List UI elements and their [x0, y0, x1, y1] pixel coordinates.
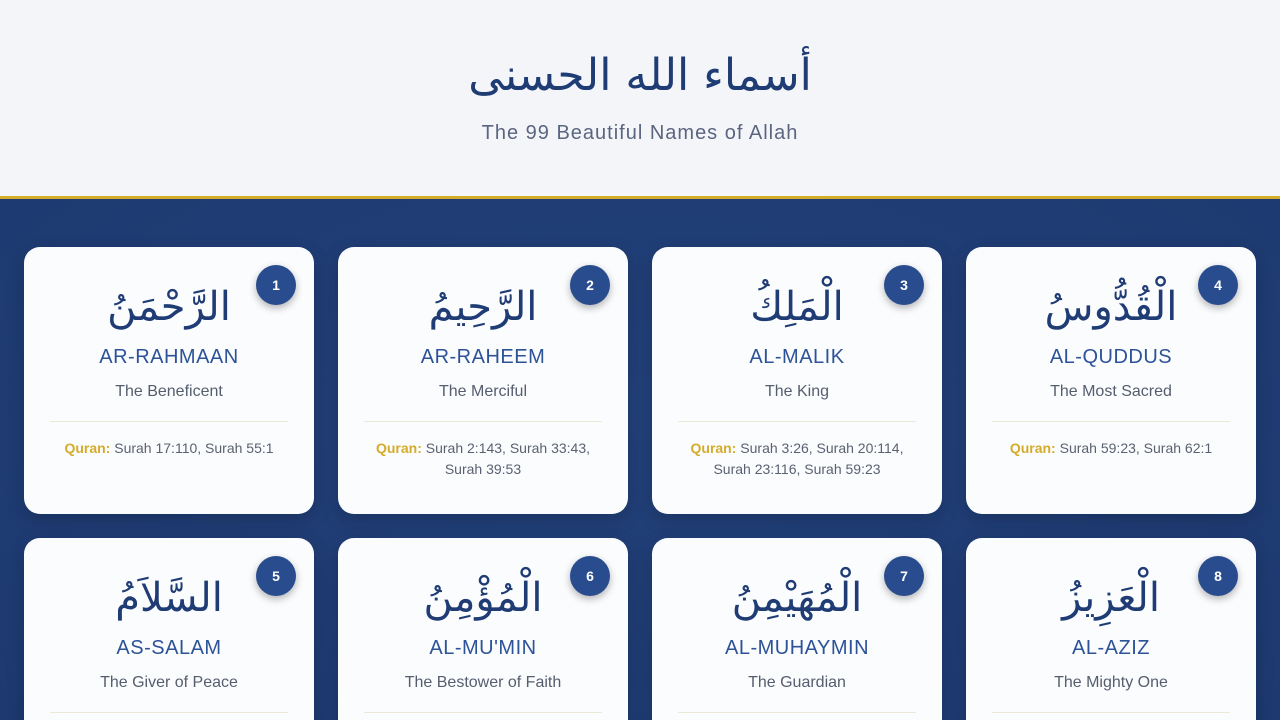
arabic-name: الْعَزِيزُ: [1062, 575, 1160, 621]
quran-label: Quran:: [375, 440, 422, 456]
reference-text: Surah 59:23, Surah 62:1: [1059, 440, 1213, 456]
page-title: أسماء الله الحسنى: [468, 50, 812, 101]
number-badge: 1: [256, 265, 296, 305]
meaning: The Guardian: [748, 674, 846, 691]
number-badge: 5: [256, 556, 296, 596]
name-card[interactable]: [24, 247, 314, 514]
transliteration: AL-MALIK: [749, 346, 845, 368]
number-badge: 7: [884, 556, 924, 596]
number-badge: 2: [570, 265, 610, 305]
quran-reference: [368, 438, 598, 480]
meaning: The Giver of Peace: [100, 674, 238, 691]
reference-text: Surah 2:143, Surah 33:43, Surah 39:53: [425, 440, 590, 477]
arabic-name: الْمَلِكُ: [750, 284, 844, 330]
page-subtitle: The 99 Beautiful Names of Allah: [481, 122, 799, 144]
divider: [678, 421, 916, 422]
divider: [364, 712, 602, 713]
divider: [364, 421, 602, 422]
number-badge: 3: [884, 265, 924, 305]
transliteration: AS-SALAM: [116, 637, 222, 659]
transliteration: AL-MU'MIN: [429, 637, 537, 659]
quran-reference: [54, 438, 284, 459]
meaning: The Bestower of Faith: [404, 674, 562, 691]
quran-label: Quran:: [690, 440, 737, 456]
arabic-name: الرَّحْمَنُ: [107, 284, 231, 330]
transliteration: AL-MUHAYMIN: [724, 637, 870, 659]
divider: [50, 712, 288, 713]
number-badge: 6: [570, 556, 610, 596]
arabic-name: السَّلاَمُ: [115, 575, 223, 621]
reference-text: Surah 3:26, Surah 20:114, Surah 23:116, Surah 59:23: [713, 440, 904, 477]
name-card[interactable]: [652, 247, 942, 514]
meaning: The Mighty One: [1054, 674, 1168, 691]
number-badge: 8: [1198, 556, 1238, 596]
divider: [992, 712, 1230, 713]
transliteration: AL-QUDDUS: [1049, 346, 1173, 368]
meaning: The Merciful: [438, 383, 528, 400]
quran-reference: [996, 438, 1226, 459]
number-badge: 4: [1198, 265, 1238, 305]
divider: [992, 421, 1230, 422]
meaning: The Most Sacred: [1050, 383, 1172, 400]
name-card[interactable]: [24, 538, 314, 720]
transliteration: AL-AZIZ: [1072, 637, 1150, 659]
name-card[interactable]: [652, 538, 942, 720]
meaning: The Beneficent: [115, 383, 223, 400]
name-card[interactable]: [338, 538, 628, 720]
transliteration: AR-RAHEEM: [420, 346, 546, 368]
divider: [50, 421, 288, 422]
arabic-name: الْمُهَيْمِنُ: [731, 575, 863, 621]
quran-label: Quran:: [64, 440, 111, 456]
reference-text: Surah 17:110, Surah 55:1: [114, 440, 274, 456]
arabic-name: الرَّحِيمُ: [428, 284, 538, 330]
transliteration: AR-RAHMAAN: [99, 346, 239, 368]
names-grid: [0, 199, 1280, 720]
quran-label: Quran:: [1009, 440, 1056, 456]
meaning: The King: [764, 383, 830, 400]
name-card[interactable]: [966, 538, 1256, 720]
arabic-name: الْمُؤْمِنُ: [423, 575, 543, 621]
name-card[interactable]: [966, 247, 1256, 514]
divider: [678, 712, 916, 713]
page-header: [0, 0, 1280, 199]
name-card[interactable]: [338, 247, 628, 514]
quran-reference: [682, 438, 912, 480]
arabic-name: الْقُدُّوسُ: [1044, 284, 1178, 330]
